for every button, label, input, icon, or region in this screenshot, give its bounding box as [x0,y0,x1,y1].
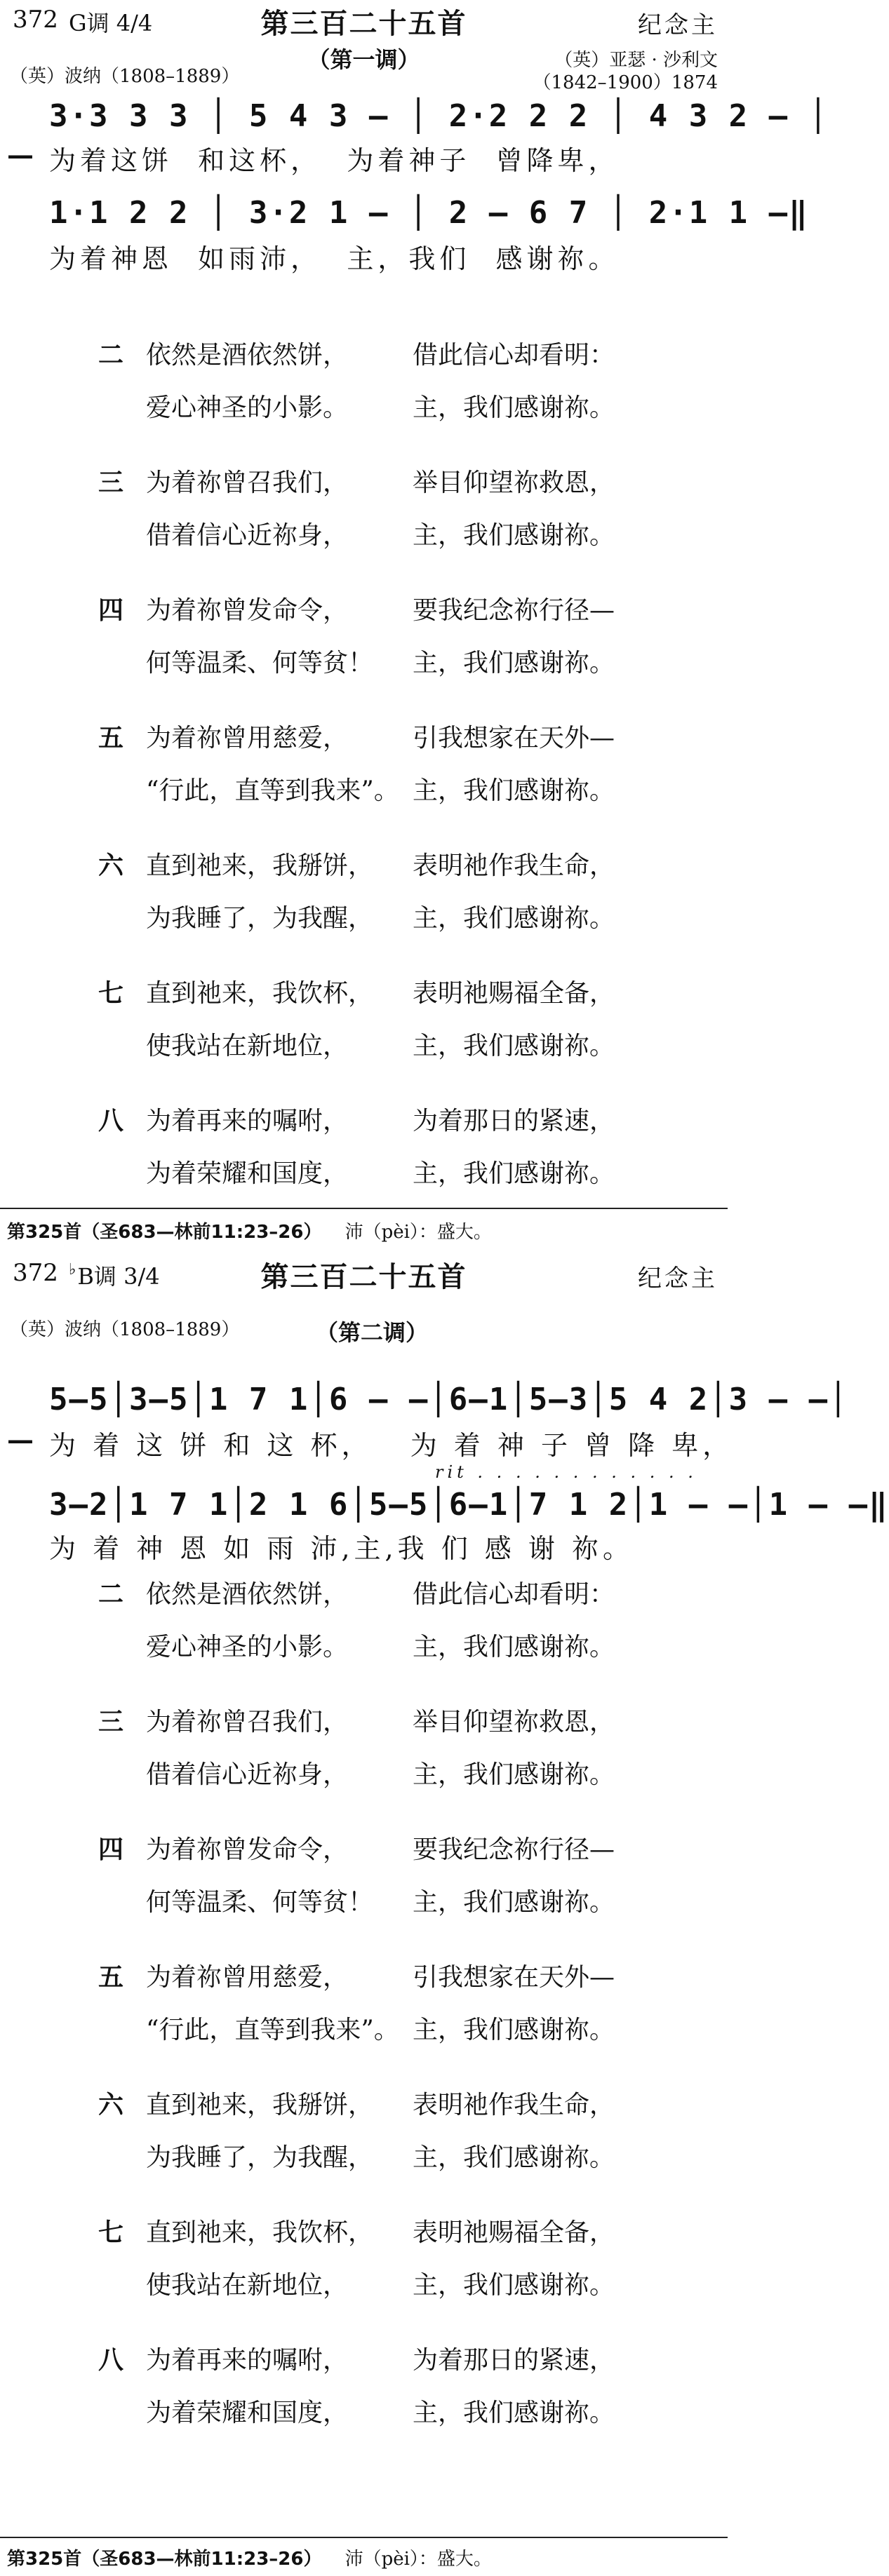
lyrics-line-1: 为着这饼 和这杯， 为着神子 曾降卑， [49,145,620,176]
stanza-line-1b: 为着那日的紧速， [413,1107,615,1135]
hymn-category: 纪念主 [638,1265,718,1293]
stanza-line-2b: 主，我们感谢祢。 [413,1760,615,1789]
lyrics-line-2: 为着神恩 如雨沛， 主，我们 感谢祢。 [49,243,620,274]
stanza-line-1b: 引我想家在天外— [413,1963,615,1992]
stanza-line-2b: 主，我们感谢祢。 [413,1633,615,1661]
lead-dash: — [7,1424,34,1455]
stanza-line-2b: 主，我们感谢祢。 [413,904,615,933]
stanza [0,1830,728,1949]
stanza-number: 二 [98,340,124,370]
stanza-line-1b: 举目仰望祢救恩， [413,1708,615,1737]
footnote-divider [0,1208,728,1209]
stanza-line-1b: 表明祂作我生命， [413,851,615,880]
stanza [0,1957,728,2077]
stanza-line-1b: 表明祂赐福全备， [413,979,615,1008]
stanza-number: 四 [98,595,124,625]
stanza-line-1b: 为着那日的紧速， [413,2346,615,2375]
hymn-version-2 [0,1245,889,2533]
notation-line-1: 5–5│3–5│1 7 1│6 – –│6–1│5–3│5 4 2│3 – –│ [49,1382,849,1417]
tune-subtitle: （第二调） [316,1319,429,1346]
stanza-line-1a: 为着祢曾用慈爱， [146,724,349,753]
stanza-line-2a: 为我睡了，为我醒， [146,904,374,933]
lead-dash: — [7,139,34,170]
stanza [0,1101,728,1220]
stanza-line-1b: 要我纪念祢行径— [413,1835,615,1864]
stanza [0,973,728,1093]
stanza-line-1b: 要我纪念祢行径— [413,596,615,625]
stanza-line-1a: 依然是酒依然饼， [146,1580,349,1609]
stanza-line-1a: 为着祢曾用慈爱， [146,1963,349,1992]
composer-credit: （英）波纳（1808–1889） [10,1319,240,1340]
stanza-number: 七 [98,2218,124,2247]
hymn-title: 第三百二十五首 [260,7,467,40]
stanza-line-2a: 何等温柔、何等贫！ [146,649,374,677]
stanza [0,463,728,582]
stanza-number: 七 [98,978,124,1008]
stanza-line-2b: 主，我们感谢祢。 [413,1888,615,1917]
stanza-line-1a: 依然是酒依然饼， [146,341,349,370]
notation-line-2: 1·1 2 2 │ 3·2 1 – │ 2 – 6 7 │ 2·1 1 –‖ [49,195,809,231]
stanza-line-2a: 爱心神圣的小影。 [146,393,349,422]
footnote-note: 沛（pèi）：盛大。 [345,2549,492,2570]
stanza-line-2a: 为我睡了，为我醒， [146,2143,374,2172]
stanza-number: 五 [98,1962,124,1992]
footnote [7,1218,492,1243]
stanza-number: 八 [98,1106,124,1135]
stanza-number: 六 [98,851,124,880]
stanza-number: 八 [98,2345,124,2375]
stanza-line-2b: 主，我们感谢祢。 [413,1032,615,1060]
hymn-title: 第三百二十五首 [260,1260,467,1293]
stanza-number: 四 [98,1835,124,1864]
key-signature-text: B调 3/4 [77,1263,160,1290]
stanza-line-2a: 为着荣耀和国度， [146,2399,349,2427]
author-name: （英）亚瑟 · 沙利文 [554,50,718,71]
stanza-line-1a: 为着祢曾召我们， [146,1708,349,1737]
stanza-line-2a: “行此，直等到我来”。 [146,776,399,805]
stanza-line-1b: 借此信心却看明： [413,341,615,370]
stanza-line-1a: 直到祂来，我饮杯， [146,979,374,1008]
stanza-line-2a: 何等温柔、何等贫！ [146,1888,374,1917]
author-credit [533,49,718,94]
stanza-number: 三 [98,468,124,497]
tune-subtitle: （第一调） [307,46,420,73]
stanza-line-1a: 为着再来的嘱咐， [146,2346,349,2375]
footnote-reference: 第325首（圣683—林前11:23–26） [7,1222,322,1243]
stanza [0,335,728,454]
stanza-line-1a: 为着再来的嘱咐， [146,1107,349,1135]
stanza-line-1b: 借此信心却看明： [413,1580,615,1609]
footnote-note: 沛（pèi）：盛大。 [345,1222,492,1243]
key-signature: G调 4/4 [69,10,153,36]
footnote-divider [0,2537,728,2538]
stanza-line-2b: 主，我们感谢祢。 [413,1159,615,1188]
author-dates: （1842–1900）1874 [533,72,718,93]
ritardando-mark: rit . . . . . . . . . . . . [435,1462,697,1482]
stanza-line-1a: 为着祢曾发命令， [146,596,349,625]
stanza-line-2b: 主，我们感谢祢。 [413,2143,615,2172]
stanza-line-1a: 为着祢曾发命令， [146,1835,349,1864]
hymn-version-1 [0,0,829,1288]
stanza-line-1a: 直到祂来，我饮杯， [146,2218,374,2247]
stanza [0,2340,728,2460]
stanza-number: 三 [98,1707,124,1737]
stanza-line-1b: 表明祂赐福全备， [413,2218,615,2247]
stanza-line-2a: 借着信心近祢身， [146,1760,349,1789]
stanza-line-2b: 主，我们感谢祢。 [413,776,615,805]
stanza [0,718,728,837]
stanza [0,846,728,965]
stanza-line-2b: 主，我们感谢祢。 [413,2271,615,2300]
stanza-line-2a: 借着信心近祢身， [146,521,349,550]
stanza-line-1a: 直到祂来，我掰饼， [146,851,374,880]
stanza [0,2085,728,2204]
hymn-category: 纪念主 [638,11,718,39]
composer-credit: （英）波纳（1808–1889） [10,66,240,87]
hymn-page-number: 372 [13,6,58,34]
hymn-page-number: 372 [13,1259,58,1287]
footnote-2 [7,2544,492,2570]
stanza-line-2b: 主，我们感谢祢。 [413,2016,615,2044]
lyrics-line-1: 为 着 这 饼 和 这 杯， 为 着 神 子 曾 降 卑， [49,1430,734,1461]
stanza [0,1702,728,1821]
stanza-line-1b: 表明祂作我生命， [413,2091,615,2119]
stanza-line-1b: 举目仰望祢救恩， [413,468,615,497]
stanza-line-1b: 引我想家在天外— [413,724,615,753]
stanza-number: 五 [98,723,124,753]
flat-sign: ♭ [69,1261,76,1279]
stanza-line-1a: 直到祂来，我掰饼， [146,2091,374,2119]
stanza-line-2b: 主，我们感谢祢。 [413,393,615,422]
lyrics-line-2: 为 着 神 恩 如 雨 沛,主,我 们 感 谢 祢。 [49,1533,634,1564]
stanza [0,1574,728,1694]
stanza [0,2213,728,2332]
stanza-line-1a: 为着祢曾召我们， [146,468,349,497]
stanza-line-2a: 爱心神圣的小影。 [146,1633,349,1661]
notation-line-2: 3–2│1 7 1│2 1 6│5–5│6–1│7 1 2│1 – –│1 – –‖ [49,1487,889,1523]
stanza [0,591,728,710]
footnote-reference: 第325首（圣683—林前11:23–26） [7,2549,322,2570]
stanza-line-2b: 主，我们感谢祢。 [413,521,615,550]
stanza-number: 六 [98,2090,124,2119]
stanza-number: 二 [98,1579,124,1609]
stanza-line-2a: “行此，直等到我来”。 [146,2016,399,2044]
stanza-line-2b: 主，我们感谢祢。 [413,2399,615,2427]
stanza-line-2b: 主，我们感谢祢。 [413,649,615,677]
stanza-line-2a: 使我站在新地位， [146,2271,349,2300]
notation-line-1: 3·3 3 3 │ 5 4 3 – │ 2·2 2 2 │ 4 3 2 – │ [49,98,829,134]
stanza-line-2a: 为着荣耀和国度， [146,1159,349,1188]
stanza-line-2a: 使我站在新地位， [146,1032,349,1060]
